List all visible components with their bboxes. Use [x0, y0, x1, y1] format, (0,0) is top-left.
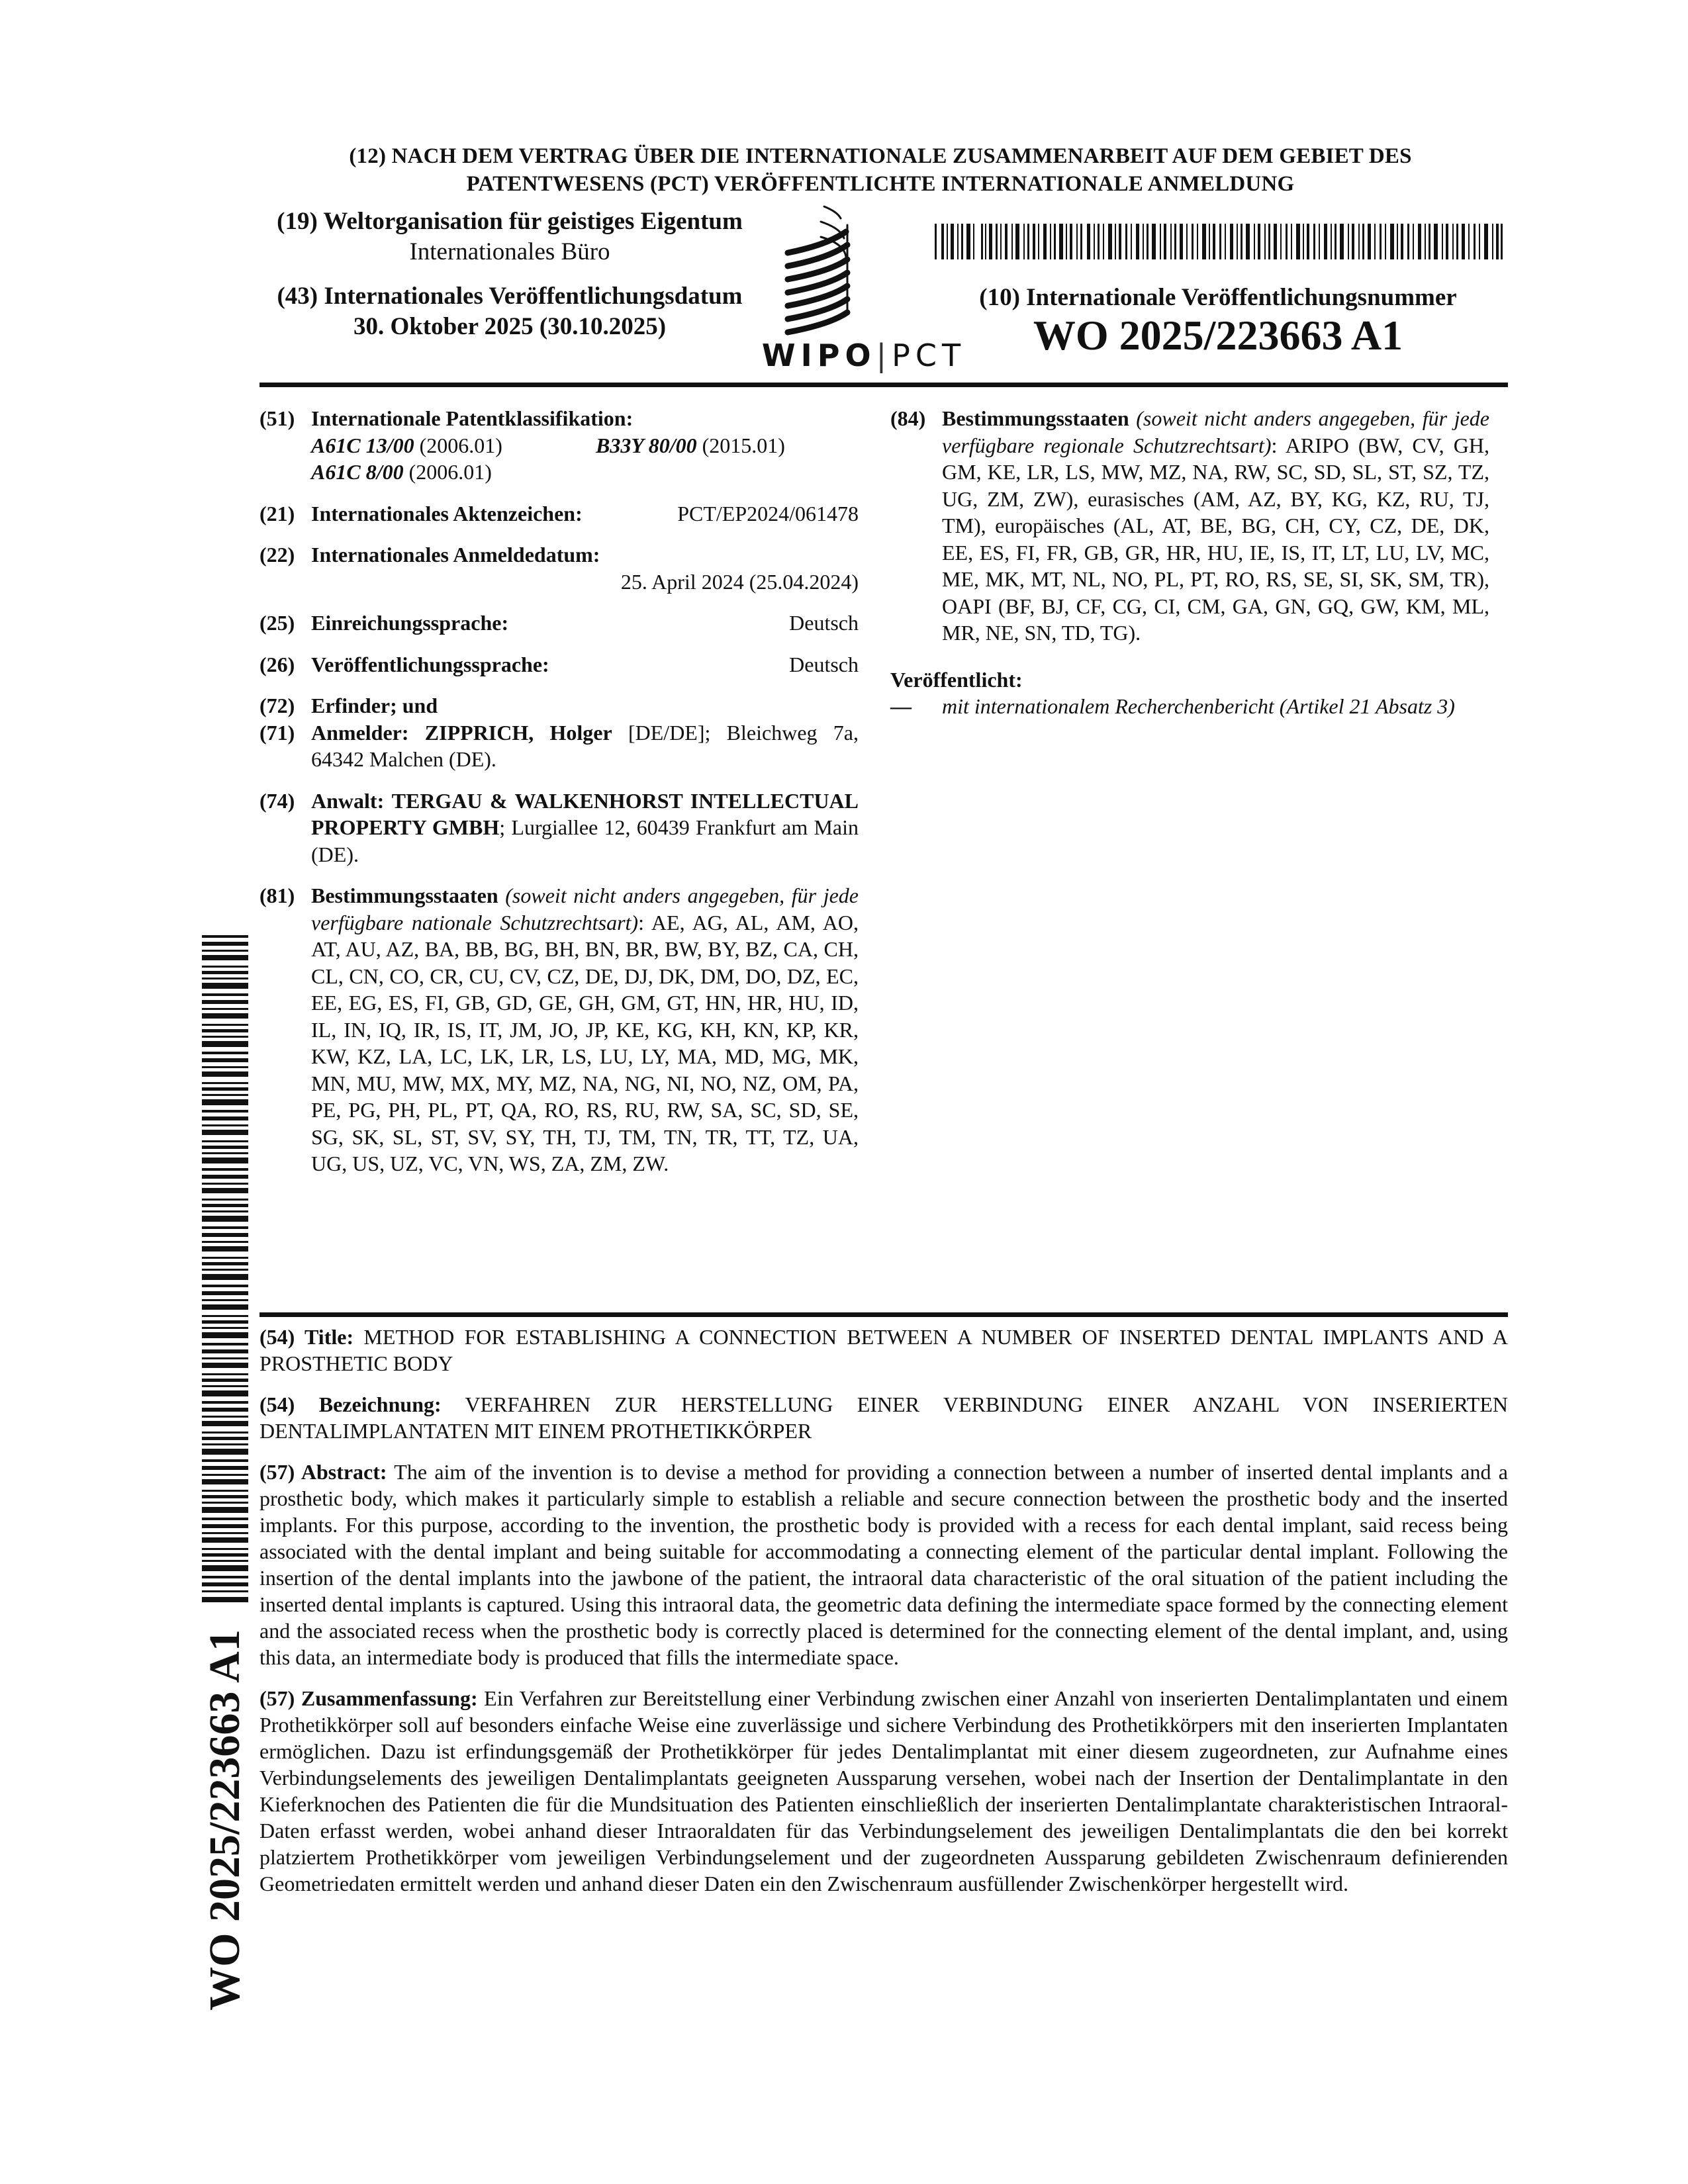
- pubdate-code: (43): [277, 283, 318, 310]
- abstract-german: [259, 1685, 1508, 1897]
- entry-publication-language: [259, 651, 859, 678]
- applicant-label: Anmelder:: [311, 720, 409, 745]
- regional-qualifier: (soweit nicht anders angegeben, für jede verfügbare regionale Schutzrechtsart): [942, 406, 1490, 457]
- entry-filing-language: [259, 610, 859, 637]
- published-item: mit internationalem Recherchenbericht (Artikel 21 Absatz 3): [942, 694, 1455, 718]
- entry-code: (22): [259, 543, 295, 567]
- app-no-label: Internationales Aktenzeichen:: [311, 501, 583, 525]
- header-title-line2: PATENTWESENS (PCT) VERÖFFENTLICHTE INTERNATIONALE ANMELDUNG: [466, 172, 1295, 196]
- filing-date-label: Internationales Anmeldedatum:: [311, 543, 600, 567]
- attorney-label: Anwalt:: [311, 788, 385, 813]
- filing-lang-value: Deutsch: [789, 611, 859, 635]
- pubnum-label-block: [947, 283, 1489, 312]
- attorney-name: TERGAU & WALKENHORST INTELLECTUAL PROPERTY GMBH: [311, 788, 859, 839]
- document-header-title: [252, 142, 1509, 198]
- ipc-class: B33Y 80/00: [596, 433, 697, 457]
- entry-code: (71): [259, 720, 295, 745]
- wordmark-separator: |: [876, 338, 892, 373]
- regional-states: ARIPO (BW, CV, GH, GM, KE, LR, LS, MW, MZ, NA, RW, SC, SD, SL, ST, SZ, TZ, UG, ZM, ZW), eurasisches (AM, AZ, BY, KG, KZ, RU, TJ, TM), europäisches (AL, AT, BE, BG, CH, CY, CZ, DE, DK, EE, ES, FI, FR, GB, GR, HR, HU, IE, IS, IT, LT, LU, LV, MC, ME, MK, MT, NL, NO, PL, PT, RO, RS, SE, SI, SK, SM, TR), OAPI (BF, BJ, CF, CG, CI, CM, GA, GN, GQ, GW, KM, ML, MR, NE, SN, TD, TG).: [942, 433, 1490, 645]
- entry-applicant: [259, 719, 859, 773]
- organisation-block: [258, 206, 761, 267]
- pubnum-code: (10): [979, 284, 1020, 311]
- title-de-label: (54) Bezeichnung:: [259, 1392, 442, 1416]
- wipo-pct-wordmark: [758, 338, 970, 373]
- dash-bullet-icon: —: [890, 694, 912, 718]
- title-en-label: (54) Title:: [259, 1325, 354, 1349]
- regional-label: Bestimmungsstaaten: [942, 406, 1129, 430]
- entry-code: (81): [259, 884, 295, 907]
- entry-code: (72): [259, 694, 295, 717]
- designated-states: AE, AG, AL, AM, AO, AT, AU, AZ, BA, BB, BG, BH, BN, BR, BW, BY, BZ, CA, CH, CL, CN, CO, CR, CU, CV, CZ, DE, DJ, DK, DM, DO, DZ, EC, EE, EG, ES, FI, GB, GD, GE, GH, GM, GT, HN, HR, HU, ID, IL, IN, IQ, IR, IS, IT, JM, JO, JP, KE, KG, KH, KN, KP, KR, KW, KZ, LA, LC, LK, LR, LS, LU, LY, MA, MD, MG, MK, MN, MU, MW, MX, MY, MZ, NA, NG, NI, NO, NZ, OM, PA, PE, PG, PH, PL, PT, QA, RO, RS, RU, RW, SA, SC, SD, SE, SG, SK, SL, ST, SV, SY, TH, TJ, TM, TN, TR, TT, TZ, UA, UG, US, UZ, VC, VN, WS, ZA, ZM, ZW.: [311, 910, 859, 1175]
- ipc-class: A61C 13/00: [311, 433, 414, 457]
- ipc-version: (2006.01): [419, 433, 502, 457]
- ipc-version: (2006.01): [408, 460, 492, 484]
- vertical-publication-number: [199, 1608, 252, 2032]
- entry-attorney: [259, 788, 859, 868]
- divider-top: [259, 383, 1508, 387]
- ipc-class: A61C 8/00: [311, 460, 404, 484]
- entry-code: (51): [259, 406, 295, 430]
- bibliographic-left-column: [259, 405, 859, 1192]
- divider-bottom: [259, 1312, 1508, 1317]
- designated-label: Bestimmungsstaaten: [311, 884, 498, 907]
- org-sub: Internationales Büro: [409, 238, 610, 265]
- header-title-line1: (12) NACH DEM VERTRAG ÜBER DIE INTERNATIONALE ZUSAMMENARBEIT AUF DEM GEBIET DES: [349, 144, 1412, 168]
- published-label: Veröffentlicht:: [890, 667, 1023, 692]
- filing-lang-label: Einreichungssprache:: [311, 611, 509, 635]
- wordmark-pct: PCT: [892, 338, 966, 373]
- abstract-english: [259, 1459, 1508, 1670]
- entry-code: (74): [259, 788, 295, 813]
- ipc-version: (2015.01): [702, 433, 785, 457]
- abstract-section: [259, 1324, 1508, 1911]
- title-english: [259, 1324, 1508, 1377]
- org-name: Weltorganisation für geistiges Eigentum: [323, 208, 743, 235]
- barcode-horizontal: [935, 224, 1503, 259]
- pubdate-value: 30. Oktober 2025 (30.10.2025): [353, 313, 667, 340]
- pubnum-label: Internationale Veröffentlichungsnummer: [1026, 284, 1457, 311]
- applicant-details: [DE/DE]; Bleichweg 7a, 64342 Malchen (DE).: [311, 720, 859, 771]
- title-german: [259, 1391, 1508, 1444]
- barcode-vertical: [202, 935, 248, 1604]
- title-en-text: METHOD FOR ESTABLISHING A CONNECTION BETWEEN A NUMBER OF INSERTED DENTAL IMPLANTS AND A PROSTHETIC BODY: [259, 1325, 1509, 1375]
- entry-inventor: [259, 692, 859, 719]
- entry-application-number: [259, 500, 859, 527]
- pub-lang-label: Veröffentlichungssprache:: [311, 652, 549, 676]
- attorney-details: ; Lurgiallee 12, 60439 Frankfurt am Main (DE).: [311, 815, 859, 866]
- entry-code: (25): [259, 611, 295, 635]
- filing-date-value: 25. April 2024 (25.04.2024): [620, 569, 859, 594]
- wordmark-wipo: WIPO: [761, 338, 876, 373]
- abstract-en-text: The aim of the invention is to devise a method for providing a connection between a number of inserted dental implants and a prosthetic body, which makes it particularly simple to establish a reliable and secure connection between the prosthetic body and the inserted implants. For this purpose, according to the invention, the prosthetic body is provided with a recess for each dental implant, said recess being associated with the dental implant and being suitable for accommodating a connecting element of the particular dental implant. Following the insertion of the dental implants into the jawbone of the patient, the intraoral data characteristic of the oral situation of the patient including the inserted dental implants is captured. Using this intraoral data, the geometric data defining the intermediate space formed by the connecting element and the associated recess when the prosthetic body is correctly placed is determined for the connecting element of the dental implant, and, using this data, an intermediate body is produced that fills the intermediate space.: [259, 1460, 1509, 1669]
- publication-number: WO 2025/223663 A1: [1033, 312, 1403, 359]
- pubdate-label: Internationales Veröffentlichungsdatum: [324, 283, 743, 310]
- org-code: (19): [277, 208, 318, 235]
- entry-ipc: [259, 405, 859, 486]
- app-no-value: PCT/EP2024/061478: [677, 501, 859, 525]
- ipc-label: Internationale Patentklassifikation:: [311, 406, 633, 430]
- abstract-en-label: (57) Abstract:: [259, 1460, 387, 1484]
- designated-qualifier: (soweit nicht anders angegeben, für jede verfügbare nationale Schutzrechtsart): [311, 884, 859, 934]
- vertical-number-text: WO 2025/223663 A1: [201, 1629, 249, 2011]
- entry-code: (26): [259, 652, 295, 676]
- publication-date-block: [258, 281, 761, 342]
- abstract-de-text: Ein Verfahren zur Bereitstellung einer Verbindung zwischen einer Anzahl von inserierten Dentalimplantaten und einem Prothetikkörper soll auf besonders einfache Weise eine zuverlässige und sichere Verbindung des Prothetikkörpers mit den inserierten Implantaten ermöglichen. Dazu ist erfindungsgemäß der Prothetikkörper für jedes Dentalimplantat mit einer diesem zugeordneten, zur Aufnahme eines Verbindungselements des jeweiligen Dentalimplantats geeigneten Aussparung versehen, wobei nach der Insertion der Dentalimplantate in den Kieferknochen des Patienten die für die Mundsituation des Patienten einschließlich der inserierten Dentalimplantate charakteristischen Intraoral-Daten erfasst werden, wobei anhand dieser Intraoraldaten für das Verbindungselement des jeweiligen Dentalimplantats die den bei korrekt platziertem Prothetikkörper vom jeweiligen Verbindungselement und der zugeordneten Aussparung gebildeten Zwischenraum definierenden Geometriedaten ermittelt werden und anhand dieser Daten ein den Zwischenraum ausfüllender Zwischenkörper hergestellt wird.: [259, 1686, 1509, 1895]
- entry-code: (84): [890, 406, 926, 430]
- abstract-de-label: (57) Zusammenfassung:: [259, 1686, 478, 1710]
- inventor-label: Erfinder; und: [311, 694, 438, 717]
- entry-designated-national: (81) Bestimmungsstaaten (soweit nicht anders angegeben, für jede verfügbare nationale Schutzrechtsart): AE, AG, AL, AM, AO, AT, AU, AZ, BA, BB, BG, BH, BN, BR, BW, BY, BZ, CA, CH, CL, CN, CO, CR, CU, CV, CZ, DE, DJ, DK, DM, DO, DZ, EC, EE, EG, ES, FI, GB, GD, GE, GH, GM, GT, HN, HR, HU, ID, IL, IN, IQ, IR, IS, IT, JM, JO, JP, KE, KG, KH, KN, KP, KR, KW, KZ, LA, LC, LK, LR, LS, LU, LY, MA, MD, MG, MK, MN, MU, MW, MX, MY, MZ, NA, NG, NI, NO, NZ, OM, PA, PE, PG, PH, PL, PT, QA, RO, RS, RU, RW, SA, SC, SD, SE, SG, SK, SL, ST, SV, SY, TH, TJ, TM, TN, TR, TT, TZ, UA, UG, US, UZ, VC, VN, WS, ZA, ZM, ZW.: [259, 882, 859, 1177]
- published-block: [890, 666, 1489, 720]
- entry-code: (21): [259, 501, 295, 525]
- title-de-text: VERFAHREN ZUR HERSTELLUNG EINER VERBINDUNG EINER ANZAHL VON INSERIERTEN DENTALIMPLANTATEN MIT EINEM PROTHETIKKÖRPER: [259, 1392, 1509, 1443]
- applicant-name: ZIPPRICH, Holger: [424, 720, 612, 745]
- bibliographic-right-column: [890, 405, 1489, 720]
- pub-lang-value: Deutsch: [789, 652, 859, 676]
- entry-filing-date: [259, 541, 859, 595]
- entry-designated-regional: (84) Bestimmungsstaaten (soweit nicht anders angegeben, für jede verfügbare regionale Schutzrechtsart): ARIPO (BW, CV, GH, GM, KE, LR, LS, MW, MZ, NA, RW, SC, SD, SL, ST, SZ, TZ, UG, ZM, ZW), eurasisches (AM, AZ, BY, KG, KZ, RU, TJ, TM), europäisches (AL, AT, BE, BG, CH, CY, CZ, DE, DK, EE, ES, FI, FR, GB, GR, HR, HU, IE, IS, IT, LT, LU, LV, MC, ME, MK, MT, NL, NO, PL, PT, RO, RS, SE, SI, SK, SM, TR), OAPI (BF, BJ, CF, CG, CI, CM, GA, GN, GQ, GW, KM, ML, MR, NE, SN, TD, TG).: [890, 405, 1489, 647]
